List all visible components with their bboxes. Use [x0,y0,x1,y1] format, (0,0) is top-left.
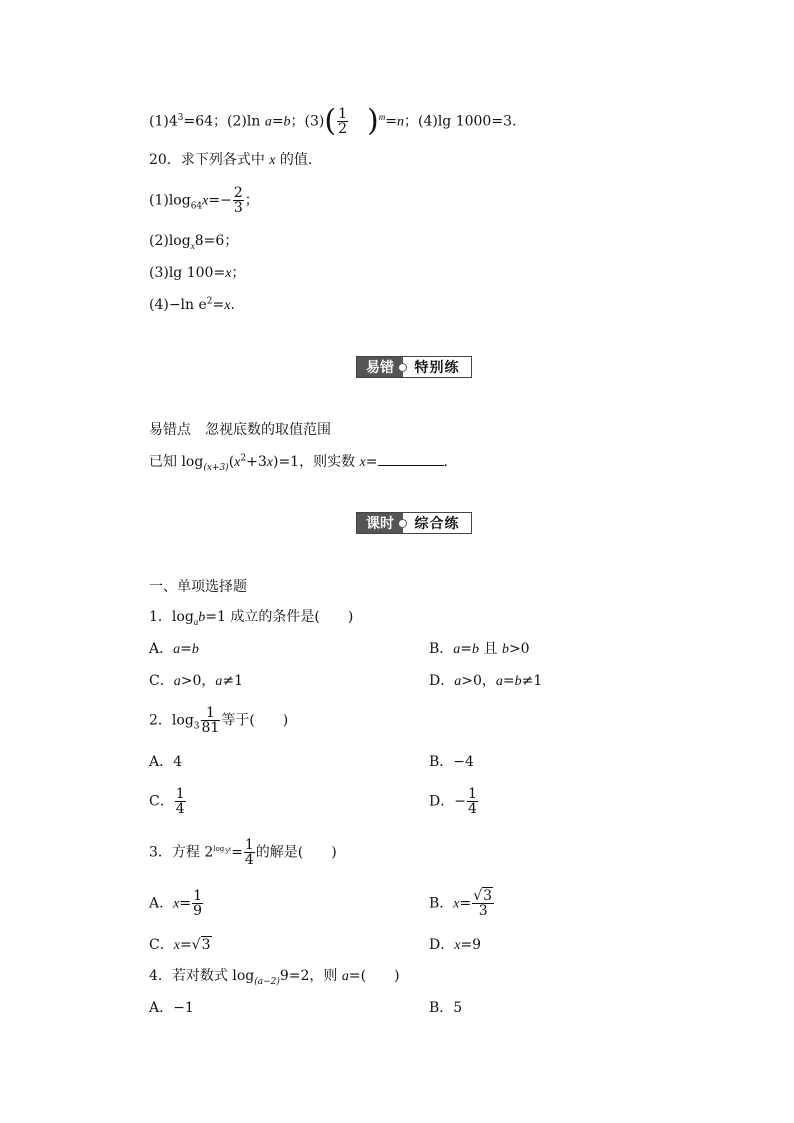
q19-fraction [337,107,348,136]
q20-i3-end: ； [231,265,246,281]
q1-b-eq: = [460,641,473,657]
error-point-question [149,453,448,472]
q1-pre: 1．log [149,609,194,625]
q2-sub: 3 [193,721,200,732]
q20-item1 [149,186,259,215]
q1-a-b: b [191,642,199,657]
q20-i2-rest: 8=6； [194,233,239,249]
q1-sub: a [193,616,199,627]
q1-c-ne: ≠1 [222,673,243,689]
q1-option-c[interactable] [149,672,243,691]
q20-i1-num: 2 [233,185,243,201]
q20-item4 [149,296,235,315]
q19-var-m: m [378,111,386,122]
q20-i1-fraction [233,186,244,215]
q3-post: 的解是( ) [255,844,337,861]
q1-d-label: D． [429,673,455,689]
q3-a-num: 1 [193,888,202,904]
q2-d-fraction [467,787,478,816]
ep-sub: (x+3) [203,462,229,473]
banner-lesson-light-label: 综合练 [403,513,471,533]
q2-c-den: 4 [175,801,185,817]
banner-lesson-dark-label: 课时 [366,516,394,532]
q4-mid: 9=2，则 [279,968,342,984]
q20-i4-pre: (4)−ln e [149,297,207,313]
q3-option-a[interactable] [149,889,204,918]
q2-d-label: D．− [429,793,466,810]
q19-part1-rest: =64；(2)ln [183,113,265,130]
q3-exp-sub: 3 [224,848,229,856]
q20-i3-pre: (3)lg 100= [149,265,226,281]
q2-fraction [201,706,221,735]
answer-blank[interactable] [378,453,444,466]
q20-i2-sub: x [190,240,195,251]
q1-post: =1 成立的条件是( ) [205,609,354,625]
q20-i1-pre: (1)log [149,192,191,209]
q4-option-b[interactable]: B．5 [429,1000,463,1016]
q3-a-fraction [192,889,203,918]
q20-i1-x: x [202,193,209,209]
q3-num: 1 [244,837,254,853]
q3-pre: 3．方程 2 [149,844,214,861]
q20-i4-x: x [224,298,231,313]
q19-part1: (1)4 [149,113,178,130]
q1-c-a: a [173,674,181,689]
q3-option-c[interactable] [149,936,212,955]
q2-option-a[interactable]: A．4 [149,754,183,770]
q1-d-eq: = [502,673,515,689]
q1-d-a: a [454,674,462,689]
q3-d-label: D． [429,937,455,953]
q4-pre: 4．若对数式 log [149,968,255,984]
q3-a-x: x [173,896,180,912]
q20-item2 [149,232,238,250]
q1-a-label: A． [149,641,174,657]
banner-lesson-practice [356,512,472,534]
q20-i4-eq: = [212,297,225,313]
q3-stem [149,838,337,867]
ep-eq: = [365,454,378,470]
q1-a-eq: = [180,641,192,657]
q20-title-post: 的值. [275,152,313,168]
q2-num: 1 [201,706,221,721]
q1-b-b2: b [501,642,509,657]
q3-b-den: 3 [478,903,488,919]
q20-title [149,151,312,170]
ep-x2: x [266,455,273,470]
q20-i1-sub: 64 [190,201,203,212]
q3-b-rad: 3 [483,888,493,904]
banner-dot-icon [398,519,407,528]
ep-exp: 2 [240,453,247,464]
q1-stem [149,608,353,627]
q3-c-rad: 3 [201,937,211,953]
q2-c-fraction [175,787,186,816]
q3-b-eq: = [459,895,472,912]
q1-b-a: a [453,642,461,657]
q4-option-a[interactable]: A．−1 [149,1000,194,1016]
q1-option-d[interactable] [429,672,542,691]
sqrt-icon: √ [473,888,483,904]
q1-c-mid: >0， [180,673,216,689]
q1-b-b: b [472,642,480,657]
q19-var-a: a [264,114,272,130]
q3-d-val: =9 [460,937,482,953]
q2-c-num: 1 [175,786,185,802]
q2-stem [149,706,288,735]
ep-paren: ( [228,454,235,470]
q2-option-d[interactable] [429,787,479,816]
q20-i4-end: . [230,297,235,313]
q1-d-a2: a [495,674,503,689]
ep-close: )=1，则实数 [272,454,360,470]
q20-i1-end: ； [244,192,259,209]
section-heading: 一、单项选择题 [149,579,247,595]
q2-c-label: C． [149,793,174,810]
q4-sub: (a−2) [254,976,280,987]
q2-d-den: 4 [467,801,477,817]
banner-dot-icon [398,363,407,372]
q19-var-b: b [283,114,291,130]
q19-exp: 3 [177,112,184,123]
q20-var-x: x [269,153,276,168]
q1-d-ne: ≠1 [521,673,543,689]
sqrt-icon: √ [191,937,201,953]
q2-den: 81 [201,720,220,736]
q3-fraction [244,838,255,867]
q3-c-x: x [173,938,180,953]
q3-b-num [472,889,494,904]
q1-b-gt: >0 [508,641,530,657]
q3-a-den: 9 [193,903,202,919]
banner-error-light-label: 特别练 [403,357,471,377]
q1-option-b[interactable] [429,640,530,659]
q3-c-label: C． [149,937,174,953]
q20-title-pre: 20．求下列各式中 [149,152,270,168]
q3-d-x: x [454,938,461,953]
q1-b: b [198,610,206,625]
q19-eq2: = [385,113,397,130]
q1-c-label: C． [149,673,174,689]
q2-pre: 2．log [149,712,194,729]
q4-stem [149,967,400,986]
q19-frac-num: 1 [338,106,348,122]
banner-error-dark-label: 易错 [366,360,394,376]
q1-b-label: B． [429,641,454,657]
q1-d-mid: >0， [461,673,496,689]
q1-c-a2: a [215,674,223,689]
q2-post: 等于( ) [221,712,289,729]
q1-option-a[interactable] [149,640,199,659]
q20-i4-exp: 2 [206,296,213,307]
q19-frac-den: 2 [338,121,348,137]
q3-c-eq: = [179,937,192,953]
q3-b-x: x [453,896,460,912]
banner-error-dark [357,357,403,377]
ep-x1: x [234,455,241,470]
q1-d-b: b [514,674,522,689]
q3-a-label: A． [149,895,174,912]
q1-a-var: a [173,642,181,657]
q20-i1-eq: =− [208,192,232,209]
q3-exp-x: x [228,844,232,853]
q19-var-n: n [396,114,404,130]
q20-i3-x: x [225,266,232,281]
q20-item3 [149,264,245,283]
q3-b-fraction [472,889,494,918]
ep-x3: x [359,455,366,470]
banner-error-practice [356,356,472,378]
q2-option-b[interactable]: B．−4 [429,754,474,770]
q19-line [149,103,517,139]
q3-option-b[interactable] [429,889,495,918]
q1-b-and: 且 [479,641,502,657]
ep-mid: +3 [246,454,267,470]
error-point-heading: 易错点 忽视底数的取值范围 [149,422,331,438]
q19-paren-open: ( [324,103,337,139]
q20-i1-den: 3 [233,200,243,216]
q2-d-num: 1 [467,786,477,802]
q4-a: a [341,969,349,984]
q3-exp: log [213,844,225,853]
q20-i2-pre: (2)log [149,233,191,249]
q3-eq: = [231,844,243,861]
q3-den: 4 [244,852,254,868]
q4-post: =( ) [348,968,400,984]
banner-lesson-dark [357,513,403,533]
q2-option-c[interactable] [149,787,187,816]
q19-sep: ；(3) [290,113,325,130]
q19-eq: = [271,113,284,130]
q3-b-label: B． [429,895,454,912]
q3-a-eq: = [179,895,192,912]
q19-part4: ；(4)lg 1000=3. [403,113,517,130]
q3-option-d[interactable] [429,936,481,955]
ep-pre: 已知 log [149,454,204,470]
ep-end: . [443,454,448,470]
q19-paren-close: ) [367,103,379,139]
